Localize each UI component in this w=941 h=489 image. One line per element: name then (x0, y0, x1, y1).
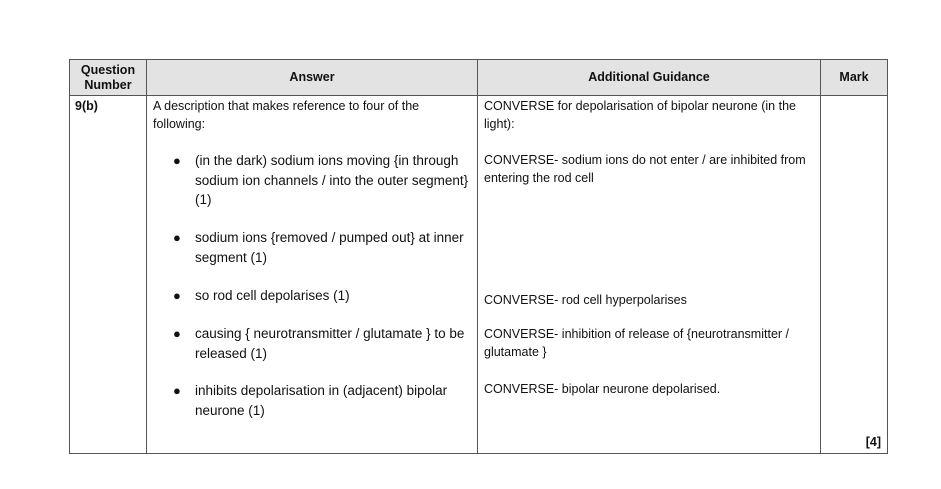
guidance-cell (478, 96, 821, 454)
question-row (70, 96, 888, 454)
guidance-note: CONVERSE- bipolar neurone depolarised. (484, 382, 721, 396)
bullet-icon: ● (173, 230, 181, 245)
header-additional-guidance: Additional Guidance (478, 60, 821, 96)
answer-point (173, 381, 470, 420)
answer-point (173, 228, 470, 267)
bullet-icon: ● (173, 326, 181, 341)
mark-total: [4] (865, 435, 881, 449)
bullet-icon: ● (173, 383, 181, 398)
guidance-note: CONVERSE- rod cell hyperpolarises (484, 293, 687, 307)
answer-point-text: so rod cell depolarises (1) (195, 288, 350, 303)
answer-cell (147, 96, 478, 454)
header-question-number: Question Number (70, 60, 147, 96)
guidance-note: CONVERSE for depolarisation of bipolar neurone (in the light): (484, 99, 796, 131)
bullet-icon: ● (173, 153, 181, 168)
guidance-note: CONVERSE- sodium ions do not enter / are inhibited from entering the rod cell (484, 153, 806, 185)
header-answer: Answer (147, 60, 478, 96)
bullet-icon: ● (173, 288, 181, 303)
answer-point (173, 151, 470, 210)
guidance-note: CONVERSE- inhibition of release of {neurotransmitter / glutamate } (484, 327, 789, 359)
answer-point-text: sodium ions {removed / pumped out} at inner segment (1) (195, 230, 464, 265)
mark-cell (821, 96, 888, 454)
answer-point (173, 324, 470, 363)
answer-intro: A description that makes reference to four of the following: (153, 99, 420, 131)
question-number: 9(b) (70, 96, 147, 454)
mark-scheme-table (69, 59, 888, 454)
answer-point (173, 286, 470, 306)
answer-point-text: (in the dark) sodium ions moving {in through sodium ion channels / into the outer segment} (1) (195, 153, 469, 207)
header-mark: Mark (821, 60, 888, 96)
answer-point-text: causing { neurotransmitter / glutamate } to be released (1) (195, 326, 465, 361)
header-row (70, 60, 888, 96)
answer-point-text: inhibits depolarisation in (adjacent) bipolar neurone (1) (195, 383, 448, 418)
